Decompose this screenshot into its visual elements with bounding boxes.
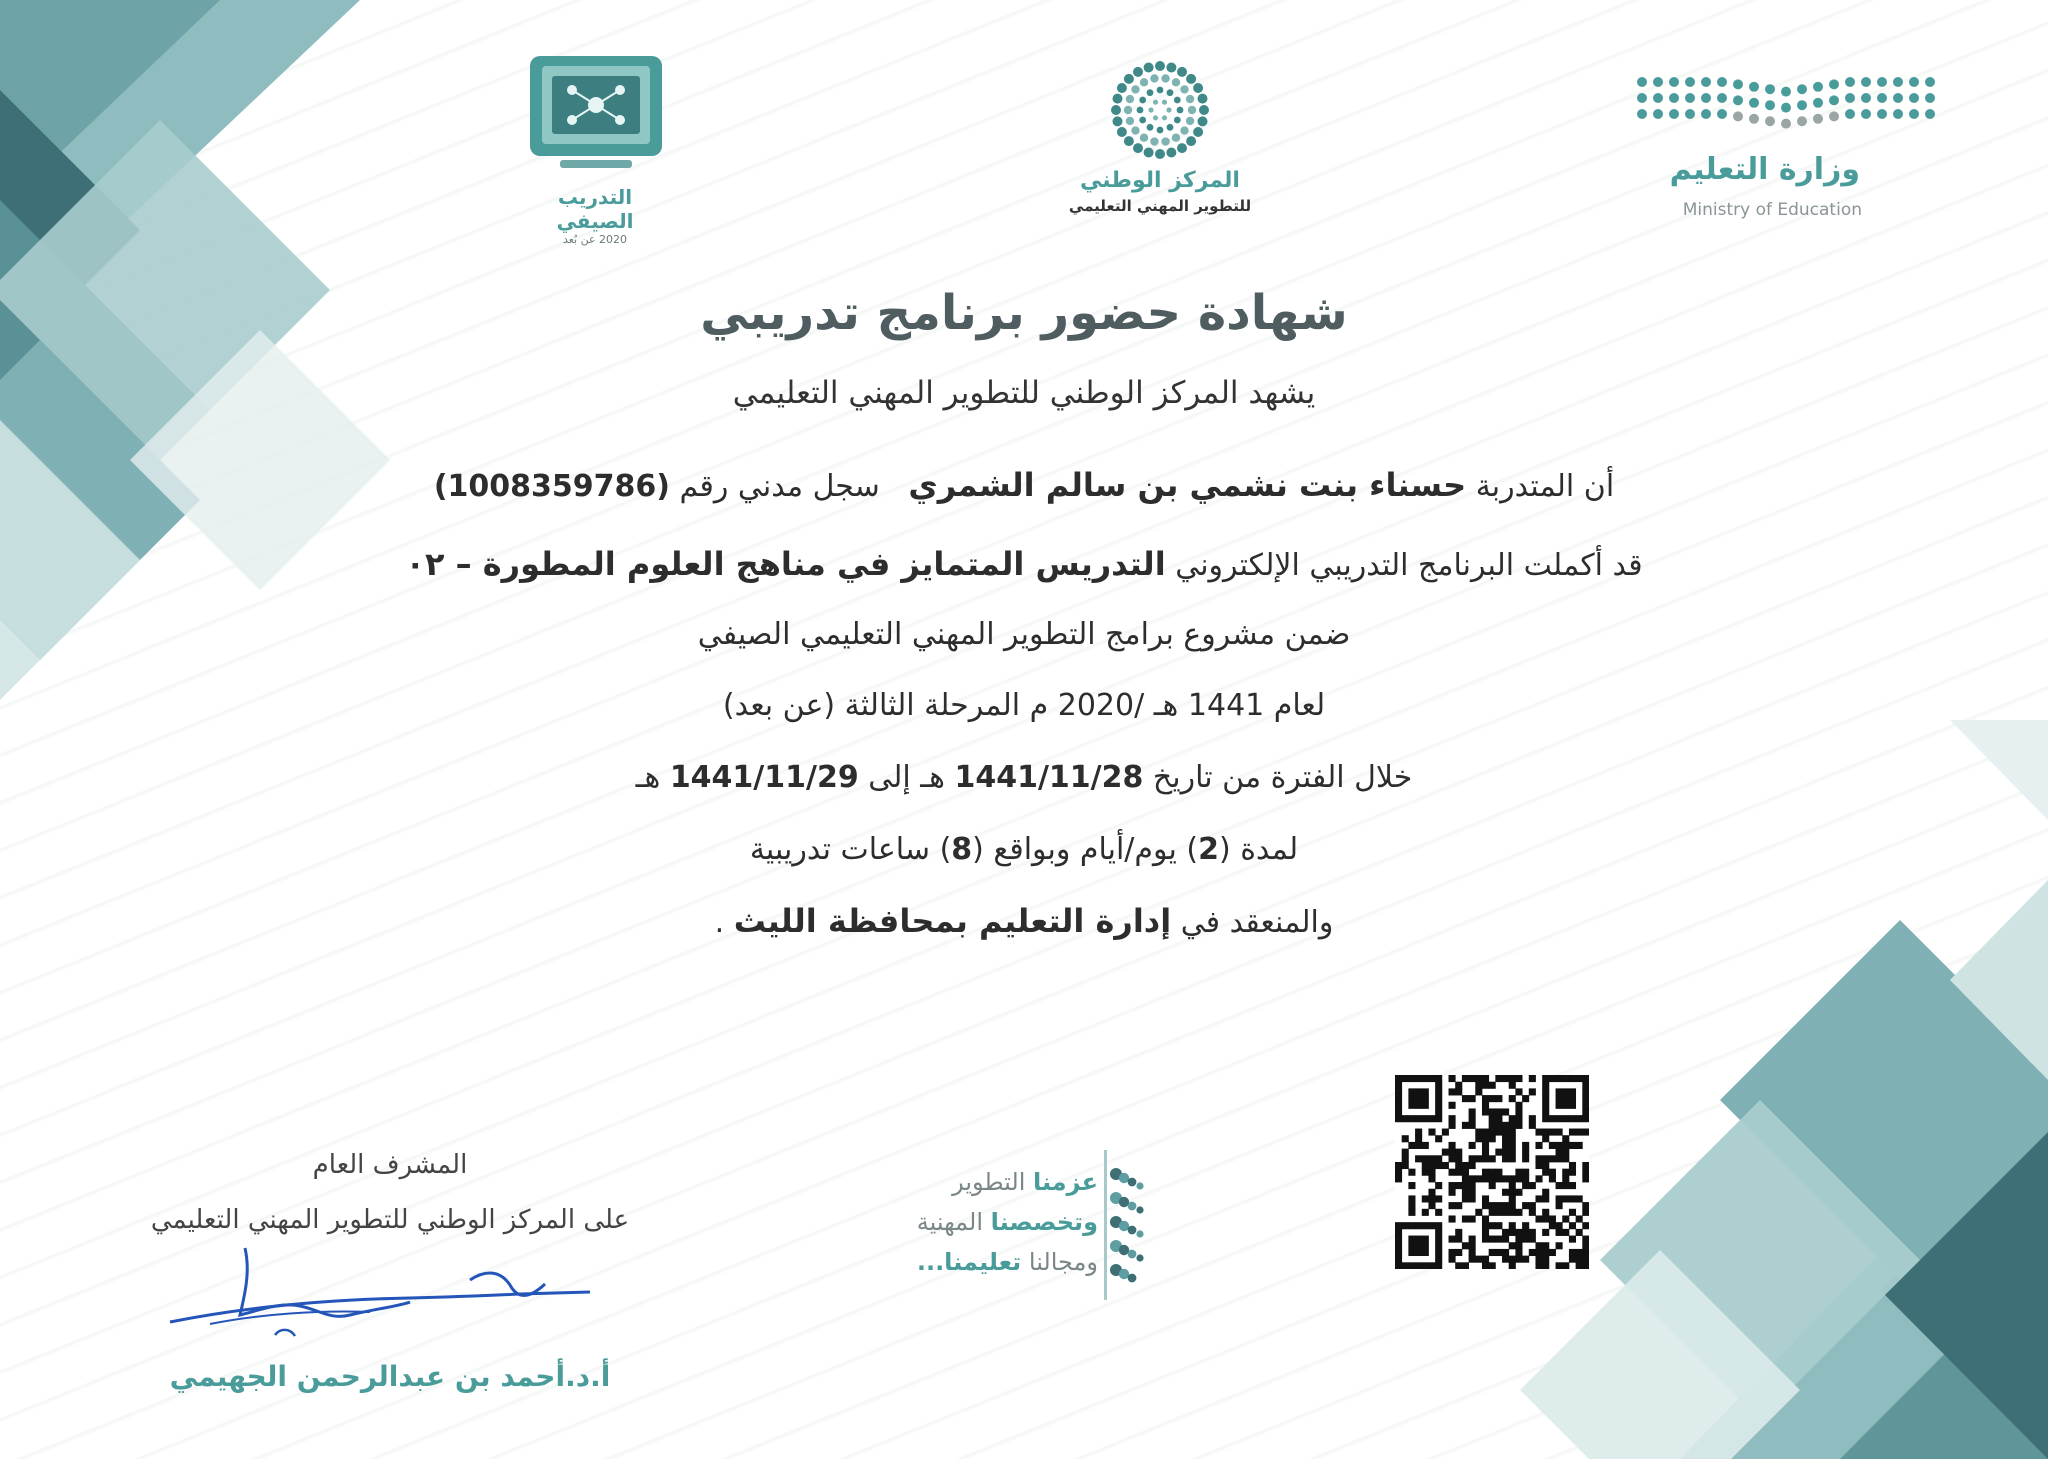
monitor-icon <box>520 50 670 185</box>
slogan-line-2 <box>917 1208 1098 1236</box>
supervisor-name: أ.د.أحمد بن عبدالرحمن الجهيمي <box>169 1360 611 1393</box>
dots-emblem-icon <box>1040 60 1280 160</box>
program-name: التدريس المتمايز في مناهج العلوم المطورة – ٠٢ <box>405 545 1166 583</box>
date-from: 1441/11/28 <box>954 760 1144 795</box>
venue-prefix: والمنعقد في <box>1180 905 1334 940</box>
slogan-word-2b: المهنية <box>916 1208 984 1236</box>
trainee-name: حسناء بنت نشمي بن سالم الشمري <box>908 466 1467 504</box>
program-line <box>0 545 2048 583</box>
summer-training-logo <box>520 50 670 246</box>
venue-name: إدارة التعليم بمحافظة الليث <box>733 902 1172 940</box>
trainee-prefix: أن المتدربة <box>1475 469 1615 504</box>
duration-days: 2 <box>1198 832 1219 867</box>
period-hijri-to: هـ إلى <box>868 760 945 795</box>
slogan-word-3a: ومجالنا <box>1028 1248 1098 1276</box>
signature-image <box>150 1240 610 1360</box>
slogan-line-1 <box>952 1168 1098 1196</box>
slogan-line-3 <box>917 1248 1098 1276</box>
year-line: لعام 1441 هـ /2020 م المرحلة الثالثة (عن بعد) <box>722 688 1326 723</box>
ministry-dots-icon <box>1630 70 1950 140</box>
period-line <box>0 760 2048 795</box>
certificate-title: شهادة حضور برنامج تدريبي <box>700 285 1348 341</box>
slogan-divider <box>1104 1150 1107 1300</box>
trainee-line <box>0 466 2048 504</box>
summer-logo-subtitle: 2020 عن بُعد <box>562 233 628 246</box>
project-line: ضمن مشروع برامج التطوير المهني التعليمي الصيفي <box>697 617 1351 652</box>
venue-line <box>0 902 2048 940</box>
supervisor-org: على المركز الوطني للتطوير المهني التعليمي <box>150 1205 630 1235</box>
civil-id-number: (1008359786) <box>433 469 670 504</box>
program-prefix: قد أكملت البرنامج التدريبي الإلكتروني <box>1175 548 1643 583</box>
period-hijri-suffix: هـ <box>635 760 661 795</box>
supervisor-role: المشرف العام <box>312 1150 468 1180</box>
center-logo-line2: للتطوير المهني التعليمي <box>1068 197 1252 215</box>
slogan-dots-icon <box>1108 1160 1178 1290</box>
duration-prefix: لمدة ( <box>1218 832 1299 867</box>
duration-mid: ) يوم/أيام وبواقع ( <box>972 832 1199 867</box>
slogan-word-1b: التطوير <box>952 1168 1026 1196</box>
duration-suffix: ) ساعات تدريبية <box>749 832 952 867</box>
slogan-word-3b: تعليمنا... <box>916 1248 1022 1276</box>
duration-hours: 8 <box>951 832 973 867</box>
slogan-word-2a: وتخصصنا <box>990 1208 1098 1236</box>
certificate-subtitle: يشهد المركز الوطني للتطوير المهني التعليمي <box>732 375 1316 411</box>
ministry-logo-english: Ministry of Education <box>1682 200 1862 220</box>
duration-line <box>0 832 2048 867</box>
period-prefix: خلال الفترة من تاريخ <box>1152 760 1413 795</box>
slogan-word-1a: عزمنا <box>1033 1168 1098 1196</box>
summer-logo-title: التدريب الصيفي <box>556 185 634 233</box>
civil-id-label: سجل مدني رقم <box>679 469 880 504</box>
qr-code[interactable] <box>1395 1075 1589 1269</box>
national-center-logo <box>1040 60 1280 230</box>
center-logo-line1: المركز الوطني <box>1080 168 1240 193</box>
date-to: 1441/11/29 <box>669 760 859 795</box>
ministry-logo-arabic: وزارة التعليم <box>1669 152 1860 187</box>
ministry-logo <box>1630 70 1950 230</box>
slogan-logo <box>880 1150 1180 1300</box>
venue-period: . <box>714 905 725 940</box>
